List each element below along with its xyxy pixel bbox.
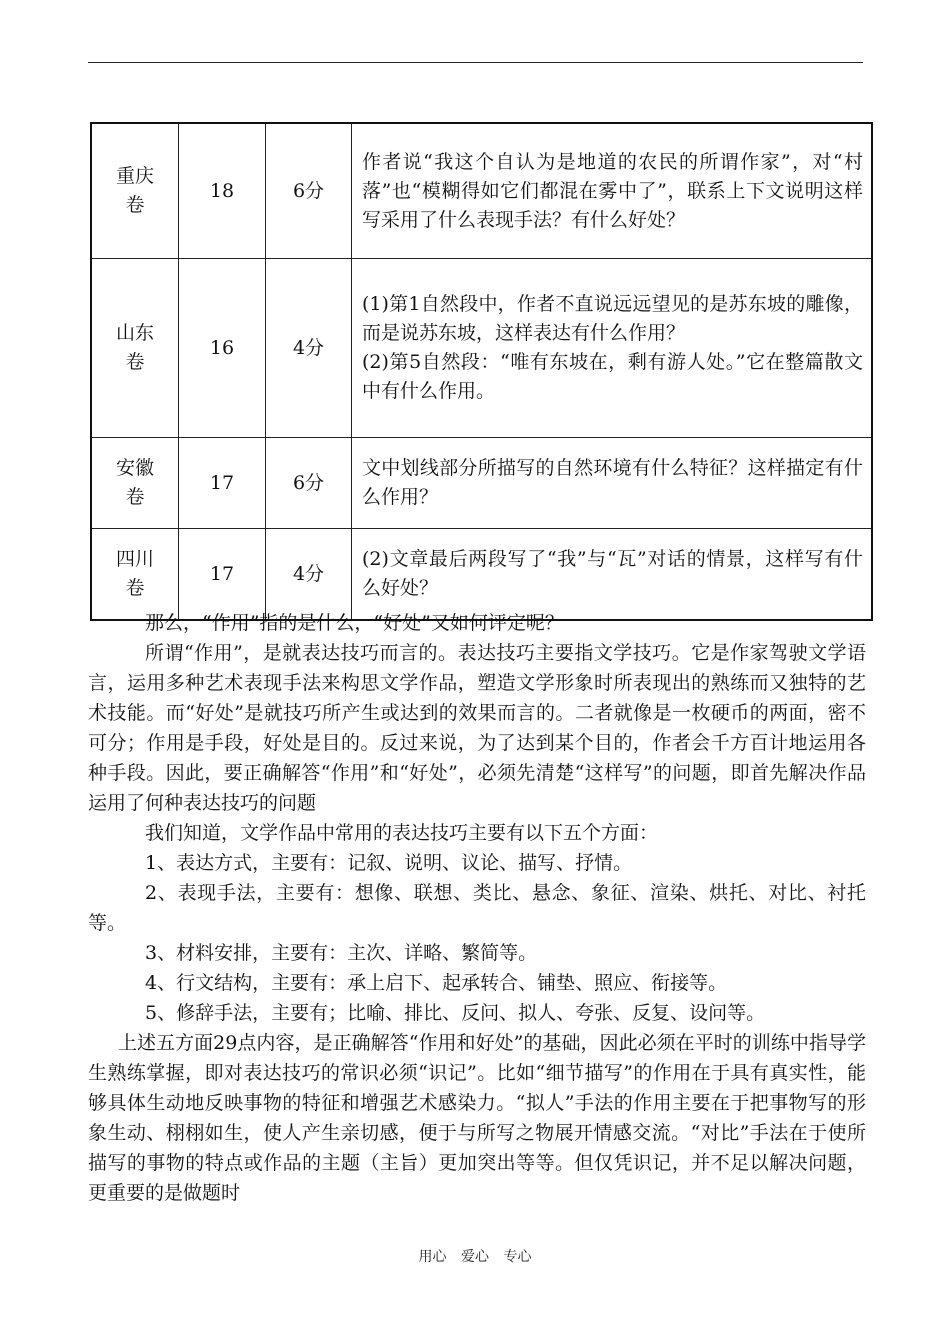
question-number-cell: 17 (179, 529, 266, 621)
paragraph: 所谓“作用”，是就表达技巧而言的。表达技巧主要指文学技巧。它是作家驾驶文学语言，运用多种艺术表现手法来构思文学作品，塑造文学形象时所表现出的熟练而又独特的艺术技能。而“好处”是就技巧所产生或达到的效果而言的。二者就像是一枚硬币的两面，密不可分；作用是手段，好处是目的。反过来说，为了达到某个目的，作者会千方百计地运用各种手段。因此，要正确解答“作用”和“好处”，必须先清楚“这样写”的问题，即首先解决作品运用了何种表达技巧的问题 (88, 642, 866, 814)
question-cell: 作者说“我这个自认为是地道的农民的所谓作家”，对“村落”也“模糊得如它们都混在雾中了”，联系上下文说明这样写采用了什么表现手法？有什么好处？ (352, 123, 873, 259)
table-row (91, 529, 872, 621)
question-cell: (1)第1自然段中，作者不直说远远望见的是苏东坡的雕像，而是说苏东坡，这样表达有什么作用？ (2)第5自然段：“唯有东坡在，剩有游人处。”它在整篇散文中有什么作用。 (352, 259, 873, 438)
list-item: 4、行文结构，主要有：承上启下、起承转合、铺垫、照应、衔接等。 (145, 972, 728, 994)
paragraph: 上述五方面29点内容，是正确解答“作用和好处”的基础，因此必须在平时的训练中指导学生熟练掌握，即对表达技巧的常识必须“识记”。比如“细节描写”的作用在于具有真实性，能够具体生动地反映事物的特征和增强艺术感染力。“拟人”手法的作用主要在于把事物写的形象生动、栩栩如生，使人产生亲切感，便于与所写之物展开情感交流。“对比”手法在于使所描写的事物的特点或作品的主题（主旨）更加突出等等。但仅凭识记，并不足以解决问题，更重要的是做题时 (88, 1032, 866, 1204)
list-item: 5、修辞手法，主要有；比喻、排比、反问、拟人、夸张、反复、设问等。 (145, 1002, 766, 1024)
region-cell: 四川 卷 (91, 529, 179, 621)
list-item: 3、材料安排，主要有：主次、详略、繁简等。 (145, 942, 538, 964)
paragraph: 那么，“作用”指的是什么，“好处”又如何评定呢？ (145, 612, 564, 634)
paragraph: 我们知道，文学作品中常用的表达技巧主要有以下五个方面： (145, 822, 659, 844)
page-footer: 用心 爱心 专心 (418, 1249, 532, 1265)
question-number-cell: 18 (179, 123, 266, 259)
list-item: 1、表达方式，主要有：记叙、说明、议论、描写、抒情。 (145, 852, 633, 874)
score-cell: 4分 (266, 259, 352, 438)
score-cell: 4分 (266, 529, 352, 621)
body-text (88, 608, 866, 1208)
region-cell: 山东 卷 (91, 259, 179, 438)
header-rule (88, 62, 863, 63)
question-number-cell: 16 (179, 259, 266, 438)
exam-question-table (90, 122, 873, 621)
score-cell: 6分 (266, 438, 352, 529)
question-number-cell: 17 (179, 438, 266, 529)
region-cell: 安徽 卷 (91, 438, 179, 529)
score-cell: 6分 (266, 123, 352, 259)
question-cell: 文中划线部分所描写的自然环境有什么特征？这样描定有什么作用？ (352, 438, 873, 529)
table-row (91, 438, 872, 529)
region-cell: 重庆 卷 (91, 123, 179, 259)
table-row (91, 123, 872, 259)
question-cell: (2)文章最后两段写了“我”与“瓦”对话的情景，这样写有什么好处？ (352, 529, 873, 621)
table-row (91, 259, 872, 438)
list-item: 2、表现手法，主要有：想像、联想、类比、悬念、象征、渲染、烘托、对比、衬托等。 (88, 882, 866, 934)
